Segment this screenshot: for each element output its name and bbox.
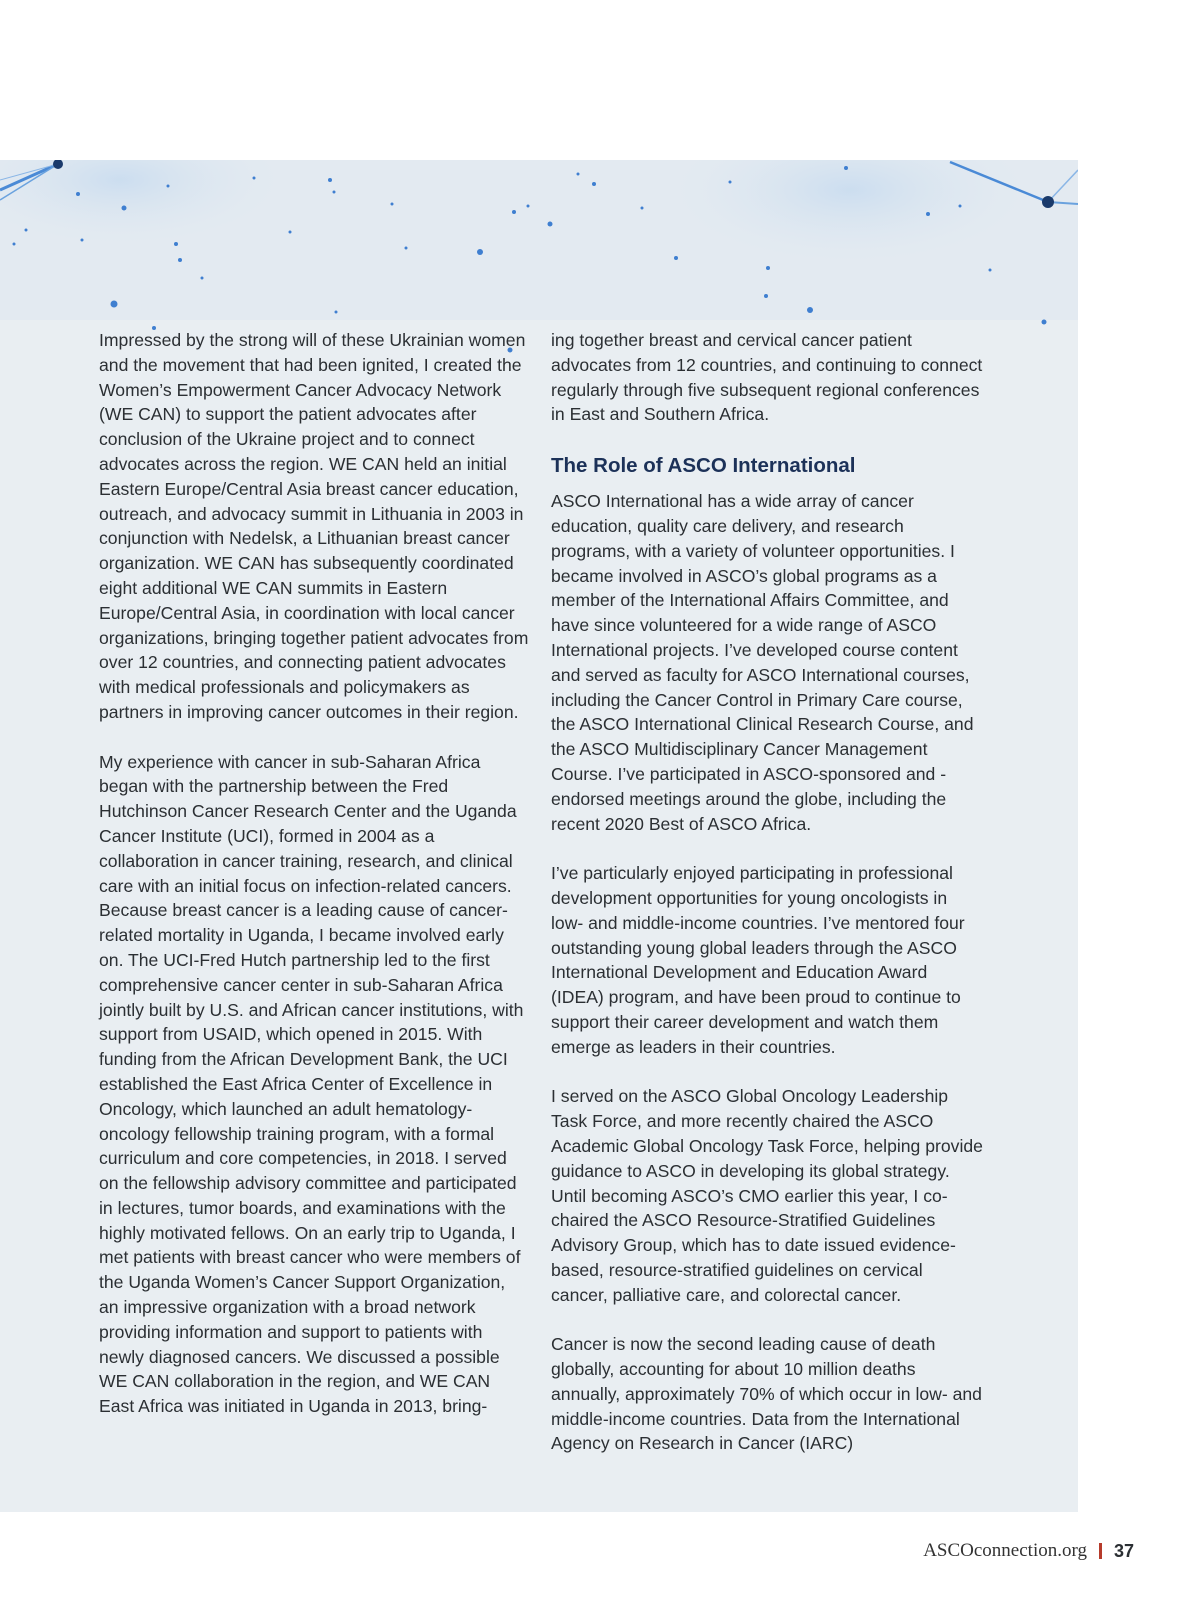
paragraph-professional-development: I’ve particularly enjoyed participating in professional development opportunities for young oncologists in low- and middle-income countries. I’ve mentored four outstanding young global leaders through the ASCO International Development and Education Award (IDEA) program, and have been proud to continue to support their career development and watch them emerge as leaders in their countries. bbox=[551, 863, 965, 1057]
article-right-column bbox=[551, 328, 983, 1456]
paragraph-cancer-statistics: Cancer is now the second leading cause of death globally, accounting for about 10 million deaths annually, approximately 70% of which occur in low- and middle-income countries. Data from the International Agency on Research in Cancer (IARC) bbox=[551, 1334, 982, 1454]
footer-separator bbox=[1099, 1543, 1102, 1559]
paragraph-we-can: Impressed by the strong will of these Ukrainian women and the movement that had been ignited, I created the Women’s Empowerment Cancer Advocacy Network (WE CAN) to support the patient advocates after conclusion of the Ukraine project and to connect advocates across the region. WE CAN held an initial Eastern Europe/Central Asia breast cancer education, outreach, and advocacy summit in Lithuania in 2003 in conjunction with Nedelsk, a Lithuanian breast cancer organization. WE CAN has subsequently coordinated eight additional WE CAN summits in Eastern Europe/Central Asia, in coordination with local cancer organizations, bringing together patient advocates from over 12 countries, and connecting patient advocates with medical professionals and policymakers as partners in improving cancer outcomes in their region. bbox=[99, 330, 529, 722]
paragraph-asco-international: ASCO International has a wide array of cancer education, quality care delivery, and research programs, with a variety of volunteer opportunities. I became involved in ASCO’s global programs as a member of the International Affairs Committee, and have since volunteered for a wide range of ASCO International projects. I’ve developed course content and served as faculty for ASCO International courses, including the Cancer Control in Primary Care course, the ASCO International Clinical Research Course, and the ASCO Multidisciplinary Cancer Management Course. I’ve participated in ASCO-sponsored and -endorsed meetings around the globe, including the recent 2020 Best of ASCO Africa. bbox=[551, 491, 974, 834]
page-footer bbox=[923, 1540, 1134, 1562]
footer-site-link[interactable]: ASCOconnection.org bbox=[923, 1540, 1087, 1561]
paragraph-task-force: I served on the ASCO Global Oncology Leadership Task Force, and more recently chaired the ASCO Academic Global Oncology Task Force, helping provide guidance to ASCO in developing its global strategy. Until becoming ASCO’s CMO earlier this year, I co-chaired the ASCO Resource-Stratified Guidelines Advisory Group, which has to date issued evidence-based, resource-stratified guidelines on cervical cancer, palliative care, and colorectal cancer. bbox=[551, 1086, 983, 1305]
article-left-column bbox=[99, 328, 529, 1419]
paragraph-sub-saharan-africa: My experience with cancer in sub-Saharan Africa began with the partnership between the Fred Hutchinson Cancer Research Center and the Uganda Cancer Institute (UCI), formed in 2004 as a collaboration in cancer training, research, and clinical care with an initial focus on infection-related cancers. Because breast cancer is a leading cause of cancer-related mortality in Uganda, I became involved early on. The UCI-Fred Hutch partnership led to the first comprehensive cancer center in sub-Saharan Africa jointly built by U.S. and African cancer institutions, with support from USAID, which opened in 2015. With funding from the African Development Bank, the UCI established the East Africa Center of Excellence in Oncology, which launched an adult hematology-oncology fellowship training program, with a formal curriculum and core competencies, in 2018. I served on the fellowship advisory committee and participated in lectures, tumor boards, and examinations with the highly motivated fellows. On an early trip to Uganda, I met patients with breast cancer who were members of the Uganda Women’s Cancer Support Organization, an impressive organization with a broad network providing information and support to patients with newly diagnosed cancers. We discussed a possible WE CAN collaboration in the region, and WE CAN East Africa was initiated in Uganda in 2013, bring- bbox=[99, 751, 524, 1417]
paragraph-continuation: ing together breast and cervical cancer patient advocates from 12 countries, and continuing to connect regularly through five subsequent regional conferences in East and Southern Africa. bbox=[551, 330, 983, 425]
article-background-panel bbox=[0, 160, 1078, 1512]
section-heading-asco-international: The Role of ASCO International bbox=[551, 454, 856, 478]
page-number: 37 bbox=[1113, 1541, 1134, 1561]
